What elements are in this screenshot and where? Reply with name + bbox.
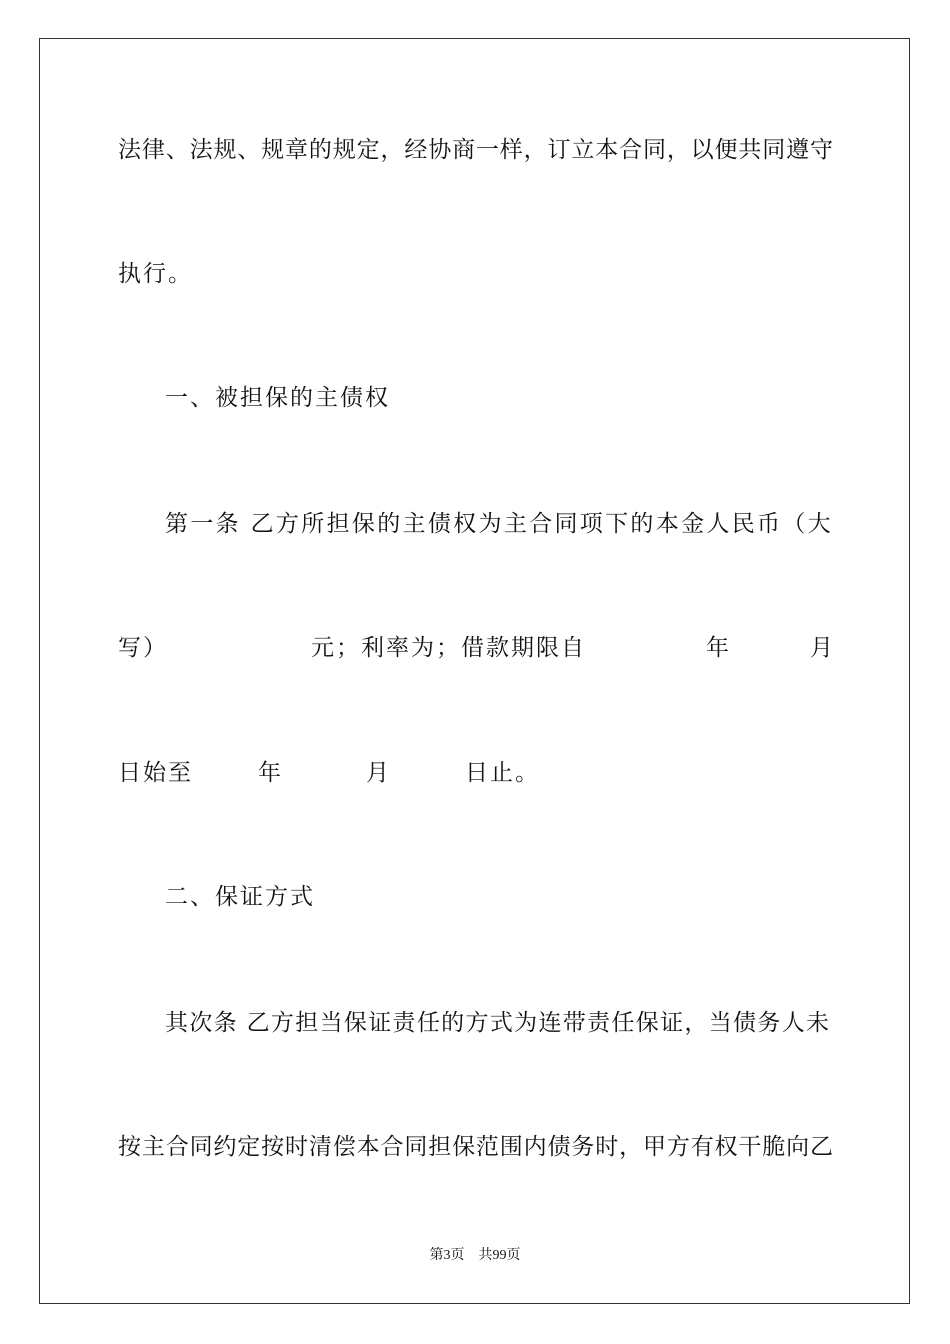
line-segment: 元；利率为；借款期限自 [311,635,586,661]
line-text: 法律、法规、规章的规定，经协商一样，订立本合同，以便共同遵守 [118,137,834,163]
line-text: 执行。 [118,261,193,287]
page-border [39,38,910,1304]
line-segment: 年 [258,760,283,786]
section-heading-2 [165,882,833,912]
page-footer [0,1247,950,1265]
line-text: 其次条 乙方担当保证责任的方式为连带责任保证，当债务人未 [165,1010,831,1036]
heading-text: 二、保证方式 [165,884,315,910]
line-segment: 日止。 [465,760,540,786]
article-1-line-3 [118,758,833,788]
article-1-line-1 [165,509,833,539]
article-1-line-2 [118,633,833,663]
page-total: 共99页 [478,1248,521,1263]
line-text: 第一条 乙方所担保的主债权为主合同项下的本金人民币（大 [165,511,833,537]
article-2-line-2 [118,1132,833,1162]
heading-text: 一、被担保的主债权 [165,385,390,411]
line-text: 按主合同约定按时清偿本合同担保范围内债务时，甲方有权干脆向乙 [118,1134,834,1160]
line-segment: 年 [706,635,731,661]
line-segment: 写） [118,635,168,661]
section-heading-1 [165,383,833,413]
article-2-line-1 [165,1008,833,1038]
paragraph-line-1 [118,135,833,165]
page-number: 第3页 [429,1248,465,1263]
line-segment: 月 [810,635,835,661]
line-segment: 月 [366,760,391,786]
line-segment: 日始至 [118,760,193,786]
paragraph-line-2 [118,259,833,289]
